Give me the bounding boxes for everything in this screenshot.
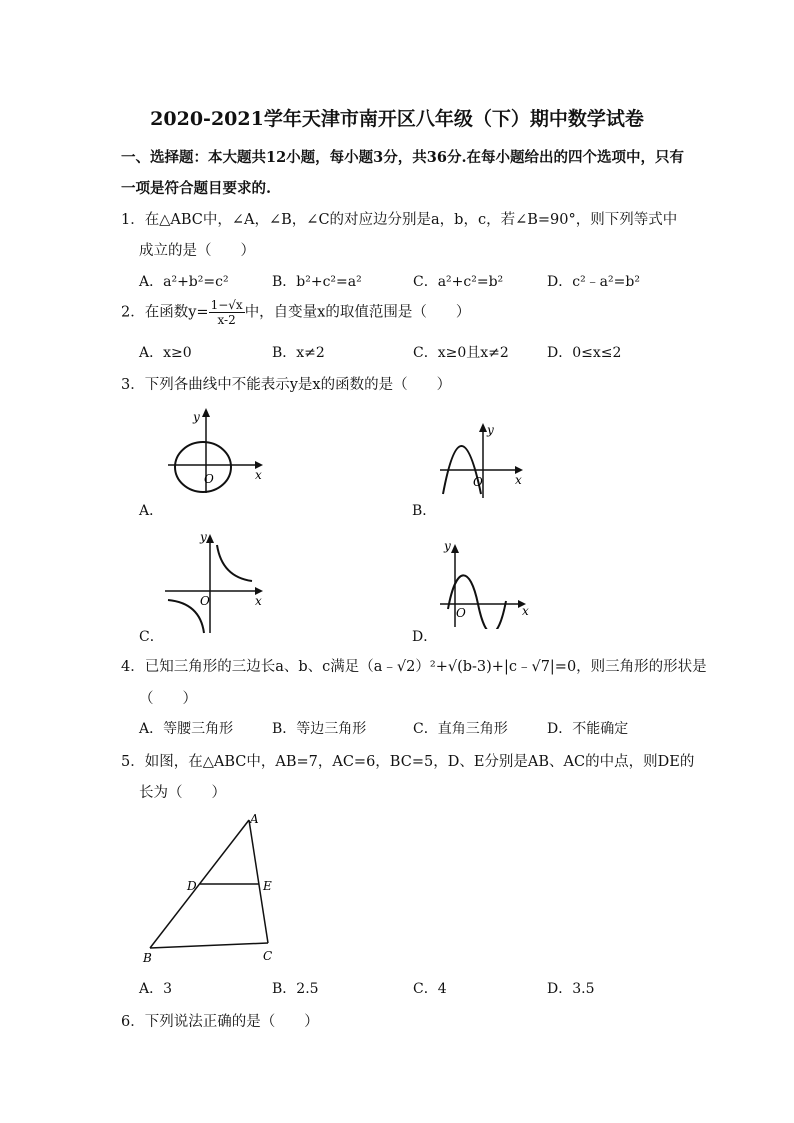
q1-option-c: C．a²+c²=b² xyxy=(413,274,504,290)
triangle-side-bc xyxy=(150,943,268,948)
q2-text xyxy=(121,298,470,327)
page-title: 2020-2021学年天津市南开区八年级（下）期中数学试卷 xyxy=(150,108,644,130)
q3-graph-a xyxy=(160,405,270,497)
q3-graph-d xyxy=(436,537,536,629)
q2-suffix: 中，自变量x的取值范围是（ ） xyxy=(244,304,471,321)
q2-frac-numerator: 1−√x xyxy=(210,298,243,312)
q6-text: 6．下列说法正确的是（ ） xyxy=(121,1014,319,1030)
triangle-label-c: C xyxy=(263,949,273,963)
graph-d-x-label: x xyxy=(522,604,529,618)
q3-graph-b xyxy=(435,420,535,500)
q5-option-b: B．2.5 xyxy=(272,981,319,997)
graph-d-y-label: y xyxy=(444,539,451,553)
q2-prefix: 2．在函数y= xyxy=(121,304,209,321)
q2-option-d: D．0≤x≤2 xyxy=(547,345,622,361)
graph-c-origin-label: O xyxy=(200,594,210,608)
q5-text-line2: 长为（ ） xyxy=(139,785,226,801)
q5-option-c: C．4 xyxy=(413,981,447,997)
q5-triangle-figure xyxy=(135,808,295,968)
q4-option-b: B．等边三角形 xyxy=(272,721,367,737)
q2-frac-denominator: x-2 xyxy=(217,313,236,327)
q3-text: 3．下列各曲线中不能表示y是x的函数的是（ ） xyxy=(121,377,452,393)
graph-c-branch-1 xyxy=(217,545,252,581)
graph-a-y-arrow xyxy=(202,408,210,417)
graph-b-x-label: x xyxy=(515,473,522,487)
q1-text-line1: 1．在△ABC中，∠A，∠B，∠C的对应边分别是a，b，c，若∠B=90°，则下列等式中 xyxy=(121,212,678,228)
q3-option-b: B． xyxy=(412,503,437,519)
graph-a-y-label: y xyxy=(193,410,200,424)
triangle-label-d: D xyxy=(187,879,197,893)
q3-option-d: D． xyxy=(412,629,438,645)
graph-b-y-label: y xyxy=(487,423,494,437)
q5-text-line1: 5．如图，在△ABC中，AB=7，AC=6，BC=5，D、E分别是AB、AC的中点，则DE的 xyxy=(121,754,695,770)
graph-c-branch-2 xyxy=(168,600,204,633)
q3-graph-c xyxy=(160,527,270,637)
graph-b-origin-label: O xyxy=(473,475,483,489)
q5-option-d: D．3.5 xyxy=(547,981,595,997)
q3-option-a: A． xyxy=(139,503,164,519)
graph-d-sine-curve xyxy=(448,575,506,629)
graph-c-x-label: x xyxy=(255,594,262,608)
graph-d-origin-label: O xyxy=(456,606,466,620)
triangle-label-a: A xyxy=(250,812,259,826)
graph-a-circle xyxy=(175,442,231,492)
q1-option-d: D．c²﹣a²=b² xyxy=(547,274,640,290)
q3-option-c: C． xyxy=(139,629,164,645)
q1-option-b: B．b²+c²=a² xyxy=(272,274,362,290)
graph-a-x-label: x xyxy=(255,468,262,482)
graph-c-y-arrow xyxy=(206,534,214,543)
q4-option-c: C．直角三角形 xyxy=(413,721,508,737)
q5-option-a: A．3 xyxy=(139,981,173,997)
q4-option-d: D．不能确定 xyxy=(547,721,629,737)
q2-option-a: A．x≥0 xyxy=(139,345,192,361)
q2-option-b: B．x≠2 xyxy=(272,345,325,361)
triangle-label-e: E xyxy=(263,879,272,893)
graph-d-y-arrow xyxy=(451,544,459,553)
q4-option-a: A．等腰三角形 xyxy=(139,721,234,737)
graph-b-y-arrow xyxy=(479,423,487,432)
q2-fraction xyxy=(209,298,245,327)
triangle-label-b: B xyxy=(143,951,152,965)
q4-text-line2: （ ） xyxy=(139,691,197,707)
q4-text-line1: 4．已知三角形的三边长a、b、c满足（a﹣√2）²+√(b-3)+|c﹣√7|=0，则三角形的形状是 xyxy=(121,659,707,675)
graph-c-y-label: y xyxy=(200,530,207,544)
q1-text-line2: 成立的是（ ） xyxy=(139,243,255,259)
section-header-line1: 一、选择题：本大题共12小题，每小题3分，共36分.在每小题给出的四个选项中，只有 xyxy=(121,149,684,166)
section-header-line2: 一项是符合题目要求的. xyxy=(121,180,272,197)
graph-a-origin-label: O xyxy=(204,472,214,486)
q1-option-a: A．a²+b²=c² xyxy=(139,274,229,290)
q2-option-c: C．x≥0且x≠2 xyxy=(413,345,509,361)
